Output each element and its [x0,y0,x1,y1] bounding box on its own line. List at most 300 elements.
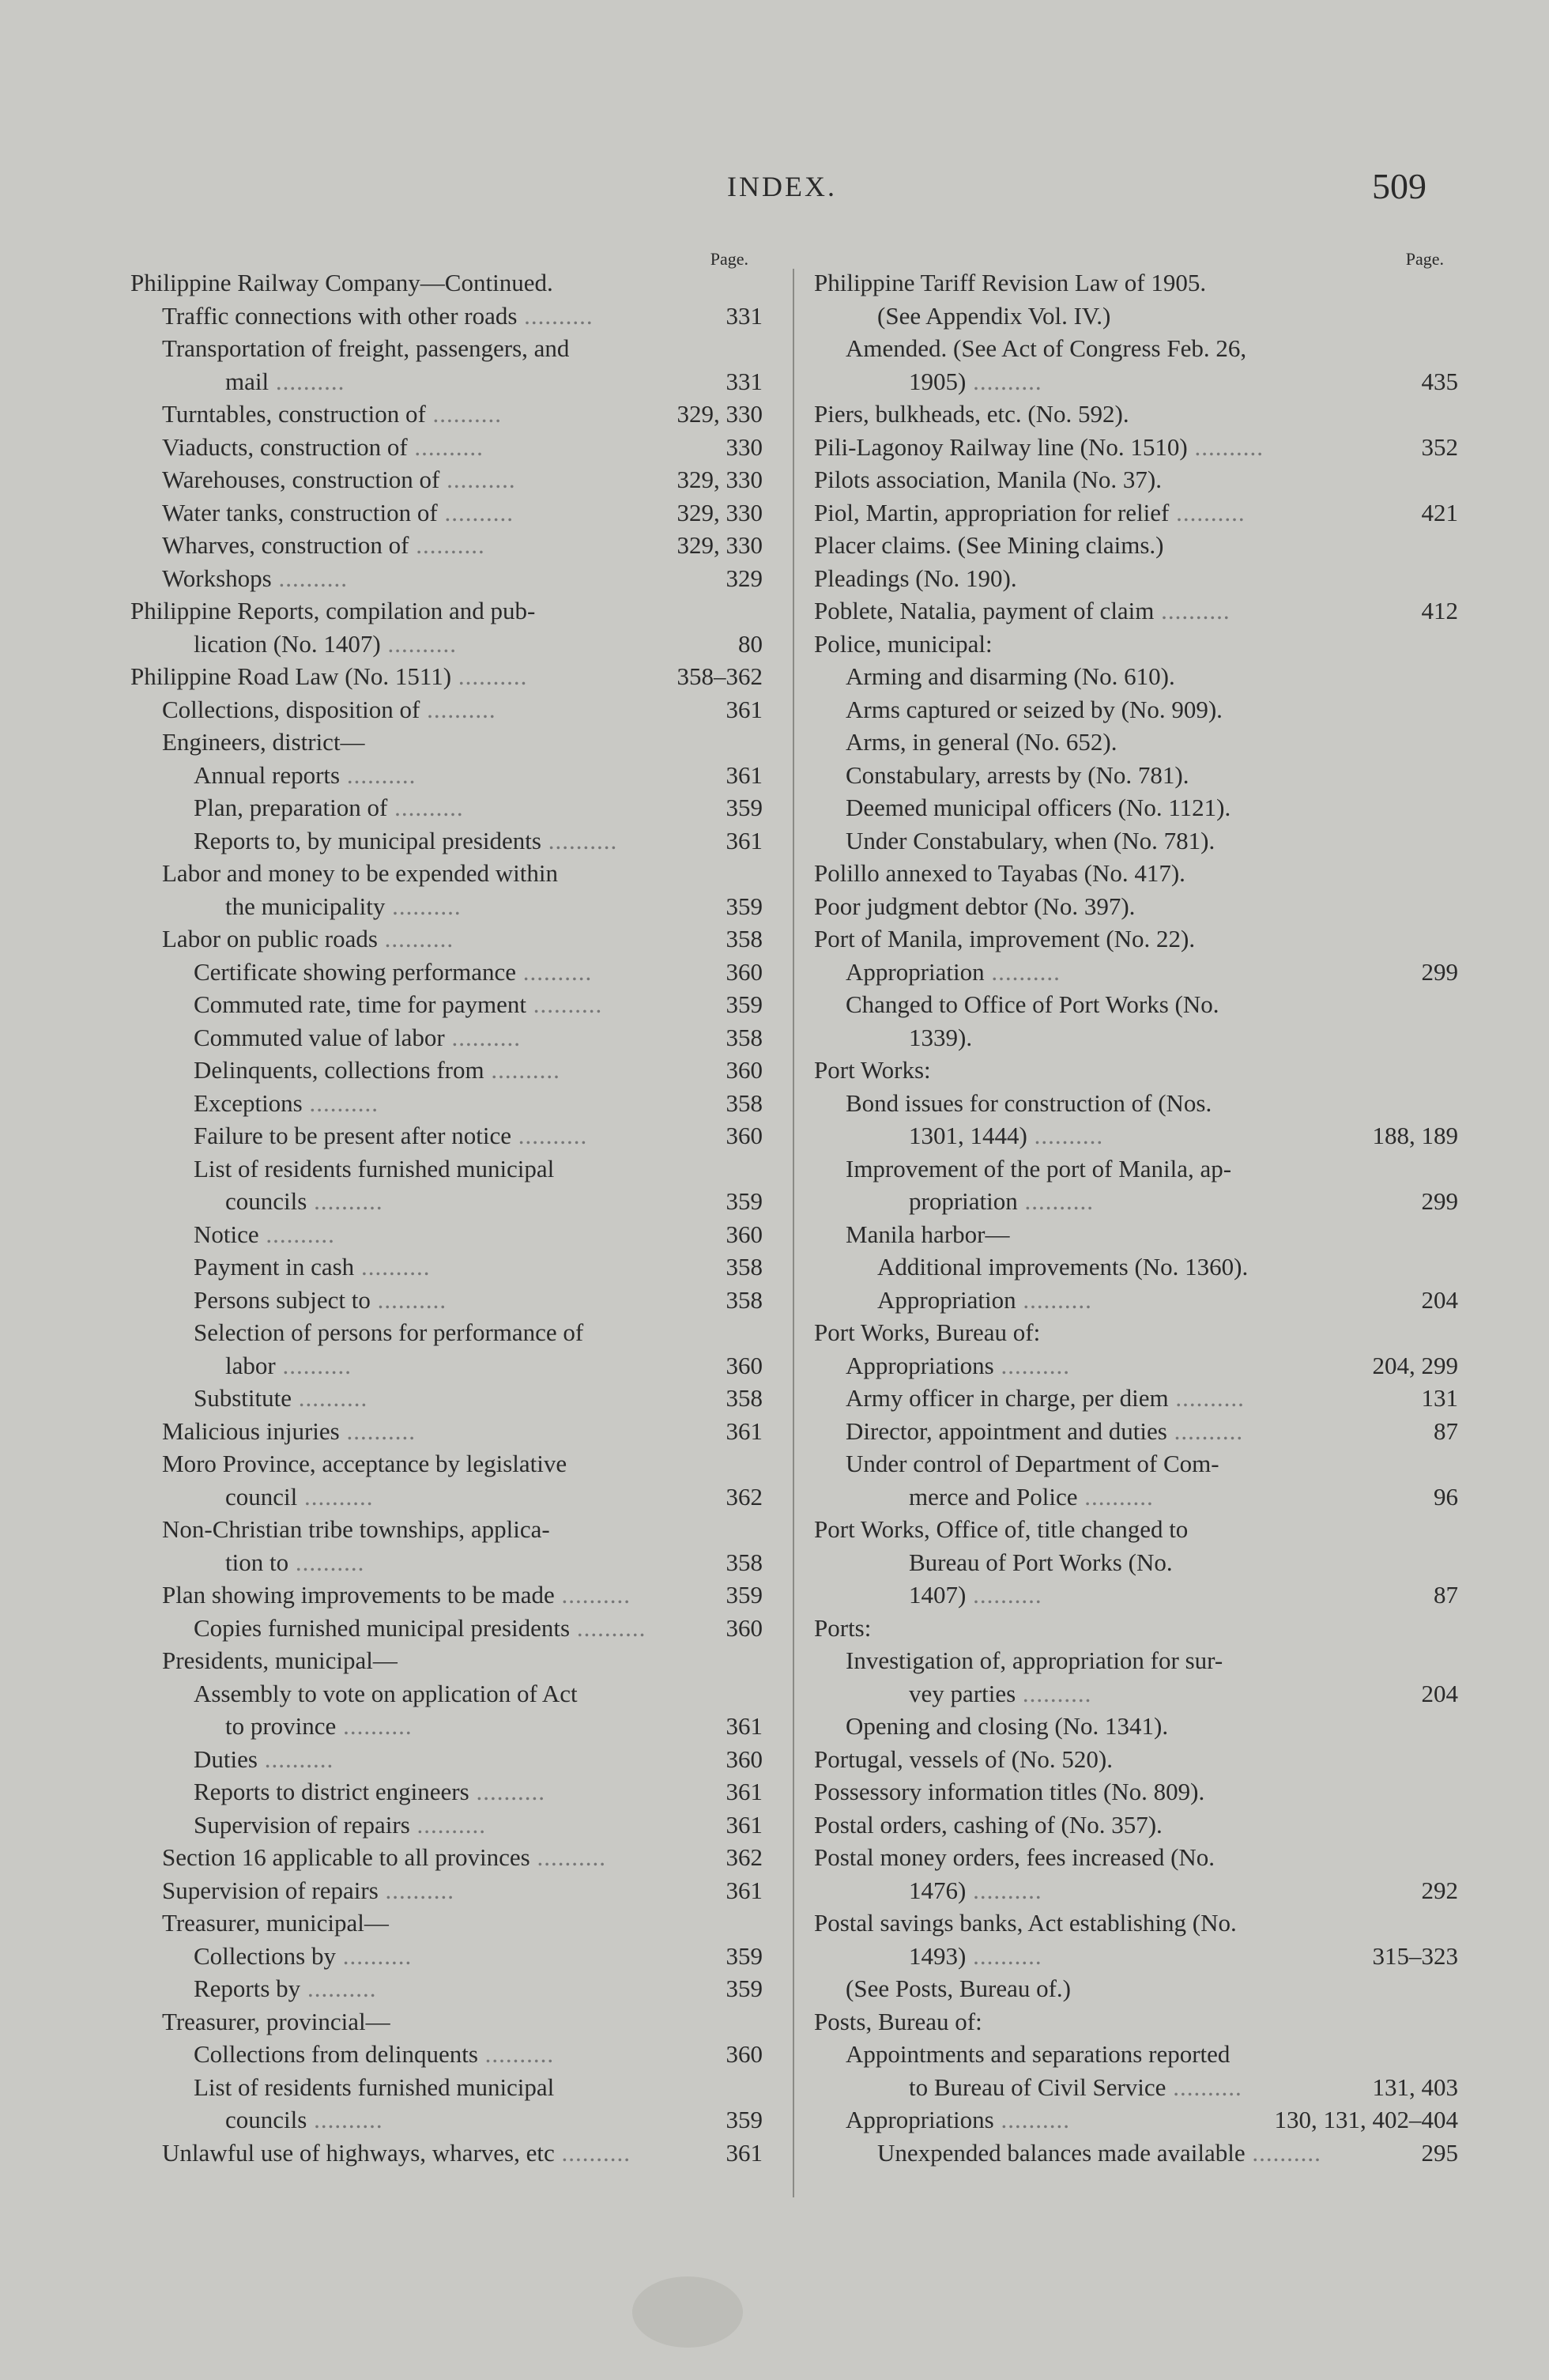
entry-text: Portugal, vessels of (No. 520). [814,1744,1113,1773]
entry-page-ref: 361 [726,695,763,723]
index-entry [814,693,1458,726]
leader-dots: .......... [336,1712,413,1740]
leader-dots: .......... [300,1975,377,2002]
index-entry [814,594,1458,628]
entry-text: Commuted value of labor [194,1023,445,1051]
index-entry [130,1447,763,1480]
entry-page-ref: 131, 403 [1372,2073,1458,2101]
entry-text: Police, municipal: [814,629,993,658]
index-entry [130,1907,763,1940]
leader-dots: .......... [570,1613,646,1642]
index-entry [130,398,763,431]
entry-page-ref: 360 [726,2040,763,2068]
entry-page-ref: 358 [726,925,763,952]
entry-text: labor [225,1351,276,1379]
entry-text: Water tanks, construction of [162,498,438,526]
leader-dots: .......... [1027,1122,1104,1149]
leader-dots: .......... [340,760,416,789]
leader-dots: .......... [1017,1187,1094,1215]
index-entry [130,1119,763,1152]
leader-dots: .......... [451,662,528,690]
entry-text: Philippine Reports, compilation and pub- [130,597,536,624]
entry-text: Reports to, by municipal presidents [194,826,541,854]
index-entry [130,594,763,628]
leader-dots: .......... [1016,1679,1092,1707]
index-entry [130,956,763,989]
entry-text: Philippine Road Law (No. 1511) [130,662,452,690]
leader-dots: .......... [1169,498,1246,526]
index-entry [814,1218,1458,1251]
entry-text: councils [225,2106,307,2133]
entry-page-ref: 352 [1421,432,1458,461]
index-entry [814,266,1458,300]
index-entry [814,890,1458,923]
index-entry [130,1972,763,2005]
leader-dots: .......... [484,1056,560,1084]
index-entry [814,2005,1458,2039]
entry-text: Exceptions [194,1088,303,1117]
entry-text: Arms, in general (No. 652). [846,728,1117,756]
index-entry [814,1907,1458,1940]
entry-text: Engineers, district— [162,728,365,756]
leader-dots: .......... [554,1581,631,1609]
leader-dots: .......... [292,1384,368,1412]
entry-text: Collections, disposition of [162,695,420,723]
index-entry [814,300,1458,333]
index-entry [814,1578,1458,1612]
leader-dots: .......... [387,794,464,821]
entry-text: Arms captured or seized by (No. 909). [846,695,1223,723]
entry-text: Supervision of repairs [162,1876,379,1904]
entry-text: Poor judgment debtor (No. 397). [814,892,1136,920]
index-entry [814,824,1458,858]
entry-text: Persons subject to [194,1285,371,1314]
index-entry [814,988,1458,1021]
leader-dots: .......... [271,564,348,592]
entry-page-ref: 204, 299 [1372,1351,1458,1379]
entry-text: Wharves, construction of [162,531,409,559]
entry-page-ref: 360 [726,1122,763,1149]
index-entry [814,1972,1458,2005]
entry-page-ref: 435 [1421,367,1458,395]
entry-page-ref: 358 [726,1548,763,1576]
entry-text: Pilots association, Manila (No. 37). [814,466,1162,493]
index-entry [130,1382,763,1415]
entry-text: Section 16 applicable to all provinces [162,1843,530,1871]
entry-text: Substitute [194,1384,292,1412]
entry-text: Appropriation [846,957,985,986]
entry-text: Workshops [162,564,272,592]
entry-page-ref: 359 [726,1581,763,1609]
entry-page-ref: 358–362 [677,662,763,690]
entry-text: Treasurer, municipal— [162,1909,389,1937]
entry-text: Opening and closing (No. 1341). [846,1712,1169,1740]
entry-text: Improvement of the port of Manila, ap- [846,1154,1232,1182]
entry-text: Under Constabulary, when (No. 781). [846,826,1215,854]
page-number: 509 [1372,166,1427,206]
entry-text: Possessory information titles (No. 809). [814,1778,1205,1805]
entry-text: Turntables, construction of [162,400,426,428]
index-entry [814,1415,1458,1448]
entry-text: Copies furnished municipal presidents [194,1613,571,1642]
entry-page-ref: 361 [726,2138,763,2167]
index-entry [130,1250,763,1284]
entry-page-ref: 331 [726,367,763,395]
index-entry [130,824,763,858]
index-entry [130,1578,763,1612]
entry-page-ref: 130, 131, 402–404 [1274,2106,1458,2133]
entry-text: Traffic connections with other roads [162,301,518,330]
leader-dots: .......... [370,1285,447,1314]
index-entry [130,890,763,923]
entry-text: Pili-Lagonoy Railway line (No. 1510) [814,432,1188,461]
entry-page-ref: 361 [726,760,763,789]
entry-page-ref: 361 [726,1712,763,1740]
index-entry [814,1185,1458,1218]
leader-dots: .......... [385,892,462,920]
entry-text: Deemed municipal officers (No. 1121). [846,794,1231,821]
entry-page-ref: 361 [726,1416,763,1445]
index-entry [130,1185,763,1218]
index-entry [130,1218,763,1251]
entry-text: Arming and disarming (No. 610). [846,662,1175,690]
index-entry [130,1612,763,1645]
leader-dots: .......... [1154,597,1231,624]
entry-text: council [225,1482,298,1511]
leader-dots: .......... [511,1122,588,1149]
leader-dots: .......... [1166,1416,1244,1445]
entry-text: Warehouses, construction of [162,466,440,493]
entry-text: Viaducts, construction of [162,432,408,461]
index-entry [814,1743,1458,1776]
index-entry [130,1546,763,1579]
entry-text: (See Appendix Vol. IV.) [877,301,1111,330]
entry-page-ref: 292 [1421,1876,1458,1904]
entry-page-ref: 329 [726,564,763,592]
entry-text: Commuted rate, time for payment [194,990,526,1018]
index-entry [130,726,763,759]
index-entry [130,1677,763,1711]
entry-text: Under control of Department of Com- [846,1450,1219,1477]
index-entry [130,1480,763,1514]
entry-text: Transportation of freight, passengers, and [162,334,570,362]
entry-page-ref: 360 [726,1351,763,1379]
entry-text: Treasurer, provincial— [162,2007,390,2035]
leader-dots: .......... [554,2138,631,2167]
entry-page-ref: 359 [726,990,763,1018]
running-title: INDEX. [727,171,837,202]
index-entry [130,562,763,595]
index-entry [130,922,763,956]
index-entry [130,988,763,1021]
index-entry [130,1710,763,1743]
entry-text: to Bureau of Civil Service [909,2073,1166,2101]
entry-text: Unlawful use of highways, wharves, etc [162,2138,555,2167]
leader-dots: .......... [966,1876,1042,1904]
entry-page-ref: 358 [726,1285,763,1314]
index-entry [814,1447,1458,1480]
index-entry [130,857,763,890]
entry-text: Ports: [814,1613,872,1642]
entry-text: Postal savings banks, Act establishing (No. [814,1909,1237,1937]
index-entry [814,1809,1458,1842]
entry-text: 1493) [909,1941,967,1970]
leader-dots: .......... [258,1220,335,1248]
leader-dots: .......... [377,925,454,952]
index-entry [130,1316,763,1349]
leader-dots: .......... [380,629,458,658]
entry-page-ref: 361 [726,1810,763,1839]
entry-text: Delinquents, collections from [194,1056,484,1084]
leader-dots: .......... [1166,2073,1242,2101]
entry-page-ref: 412 [1421,597,1458,624]
entry-page-ref: 359 [726,1941,763,1970]
entry-page-ref: 359 [726,2106,763,2133]
entry-page-ref: 329, 330 [677,400,763,428]
entry-text: Plan, preparation of [194,794,388,821]
entry-text: Bond issues for construction of (Nos. [846,1088,1212,1117]
index-entry [814,2137,1458,2170]
entry-text: Poblete, Natalia, payment of claim [814,597,1155,624]
entry-text: List of residents furnished municipal [194,2073,555,2101]
entry-text: Non-Christian tribe townships, applica- [162,1515,550,1543]
entry-text: to province [225,1712,337,1740]
entry-text: Appropriations [846,1351,994,1379]
leader-dots: .......... [993,2106,1070,2133]
index-entry [814,956,1458,989]
leader-dots: .......... [1187,432,1264,461]
entry-text: Presidents, municipal— [162,1646,398,1674]
leader-dots: .......... [335,1941,413,1970]
entry-text: Malicious injuries [162,1416,340,1445]
leader-dots: .......... [1077,1482,1154,1511]
index-entry [814,1021,1458,1054]
entry-page-ref: 204 [1421,1285,1458,1314]
leader-dots: .......... [1016,1285,1092,1314]
entry-page-ref: 87 [1434,1581,1458,1609]
index-entry [814,1612,1458,1645]
entry-page-ref: 358 [726,1384,763,1412]
entry-text: Collections from delinquents [194,2040,478,2068]
leader-dots: .......... [275,1351,352,1379]
leader-dots: .......... [437,498,514,526]
index-entry [130,1152,763,1186]
index-entry [814,922,1458,956]
index-entry [814,791,1458,824]
index-entry [130,1644,763,1677]
leader-dots: .......... [288,1548,365,1576]
index-entry [130,365,763,398]
entry-text: Port Works, Bureau of: [814,1318,1041,1346]
entry-text: Additional improvements (No. 1360). [877,1253,1249,1281]
index-entry [130,660,763,693]
index-entry [130,496,763,530]
index-entry [130,628,763,661]
index-entry [814,2103,1458,2137]
leader-dots: .......... [516,957,593,986]
left-column [130,249,763,2169]
entry-page-ref: 360 [726,1744,763,1773]
entry-page-ref: 361 [726,1876,763,1904]
index-entry [814,496,1458,530]
entry-page-ref: 315–323 [1372,1941,1458,1970]
entry-text: Army officer in charge, per diem [846,1384,1169,1412]
entry-text: 1339). [909,1023,973,1051]
page-header [0,166,1549,217]
entry-page-ref: 188, 189 [1372,1122,1458,1149]
index-entry [130,1349,763,1382]
entry-text: Duties [194,1744,258,1773]
entry-page-ref: 358 [726,1023,763,1051]
entry-page-ref: 329, 330 [677,498,763,526]
index-entry [130,1841,763,1874]
entry-page-ref: 295 [1421,2138,1458,2167]
entry-text: Labor on public roads [162,925,378,952]
entry-page-ref: 359 [726,892,763,920]
index-entry [814,529,1458,562]
index-entry [130,463,763,496]
left-entry-list [130,266,763,2169]
entry-text: Moro Province, acceptance by legislative [162,1450,567,1477]
index-entry [130,1021,763,1054]
entry-text: Reports by [194,1975,301,2002]
leader-dots: .......... [469,1778,545,1805]
entry-page-ref: 361 [726,826,763,854]
entry-page-ref: 359 [726,1187,763,1215]
leader-dots: .......... [444,1023,521,1051]
leader-dots: .......... [541,826,618,854]
leader-dots: .......... [307,1187,383,1215]
entry-text: Certificate showing performance [194,957,516,986]
entry-page-ref: 360 [726,1220,763,1248]
index-entry [814,1382,1458,1415]
entry-page-ref: 204 [1421,1679,1458,1707]
index-entry [130,1775,763,1809]
leader-dots: .......... [257,1744,334,1773]
leader-dots: .......... [477,2040,555,2068]
entry-text: 1476) [909,1876,967,1904]
leader-dots: .......... [297,1482,374,1511]
index-entry [814,1644,1458,1677]
leader-dots: .......... [302,1088,379,1117]
index-entry [814,1284,1458,1317]
entry-text: Labor and money to be expended within [162,859,559,887]
entry-text: mail [225,367,269,395]
index-entry [814,1775,1458,1809]
entry-page-ref: 329, 330 [677,466,763,493]
entry-text: Notice [194,1220,259,1248]
entry-text: Philippine Railway Company—Continued. [130,269,553,296]
index-entry [130,1087,763,1120]
entry-text: Manila harbor— [846,1220,1010,1248]
entry-text: Postal money orders, fees increased (No. [814,1843,1215,1871]
index-entry [814,628,1458,661]
index-entry [814,1250,1458,1284]
entry-text: Placer claims. (See Mining claims.) [814,531,1164,559]
entry-text: Postal orders, cashing of (No. 357). [814,1810,1163,1839]
index-entry [814,1087,1458,1120]
entry-page-ref: 331 [726,301,763,330]
entry-text: Appointments and separations reported [846,2040,1231,2068]
entry-text: Assembly to vote on application of Act [194,1679,578,1707]
entry-text: Payment in cash [194,1253,355,1281]
entry-text: Annual reports [194,760,341,789]
leader-dots: .......... [1168,1384,1245,1412]
leader-dots: .......... [420,695,496,723]
index-entry [814,1677,1458,1711]
index-entry [814,1710,1458,1743]
entry-page-ref: 361 [726,1778,763,1805]
index-entry [130,332,763,365]
entry-text: 1301, 1444) [909,1122,1027,1149]
index-entry [130,791,763,824]
entry-text: Plan showing improvements to be made [162,1581,555,1609]
leader-dots: .......... [530,1843,606,1871]
index-entry [814,1119,1458,1152]
entry-text: Amended. (See Act of Congress Feb. 26, [846,334,1247,362]
entry-text: Polillo annexed to Tayabas (No. 417). [814,859,1185,887]
index-entry [814,2038,1458,2071]
index-entry [130,266,763,300]
index-entry [814,398,1458,431]
entry-page-ref: 358 [726,1088,763,1117]
entry-text: Supervision of repairs [194,1810,410,1839]
entry-page-ref: 360 [726,1613,763,1642]
entry-page-ref: 87 [1434,1416,1458,1445]
leader-dots: .......... [526,990,603,1018]
entry-text: lication (No. 1407) [194,629,381,658]
entry-text: propriation [909,1187,1018,1215]
index-entry [814,1940,1458,1973]
index-entry [130,693,763,726]
index-entry [130,300,763,333]
entry-text: Appropriation [877,1285,1016,1314]
index-entry [130,1743,763,1776]
index-entry [130,431,763,464]
index-entry [814,1480,1458,1514]
index-entry [814,857,1458,890]
entry-text: Piol, Martin, appropriation for relief [814,498,1170,526]
index-entry [130,1940,763,1973]
leader-dots: .......... [354,1253,431,1281]
entry-text: councils [225,1187,307,1215]
leader-dots: .......... [269,367,345,395]
entry-text: vey parties [909,1679,1016,1707]
leader-dots: .......... [409,1810,487,1839]
leader-dots: .......... [984,957,1061,986]
index-entry [814,1546,1458,1579]
index-entry [814,1316,1458,1349]
entry-text: 1407) [909,1581,967,1609]
entry-page-ref: 421 [1421,498,1458,526]
entry-page-ref: 362 [726,1843,763,1871]
index-entry [814,1874,1458,1907]
index-entry [814,332,1458,365]
entry-page-ref: 359 [726,1975,763,2002]
index-entry [814,365,1458,398]
entry-text: Appropriations [846,2106,994,2133]
index-entry [130,2071,763,2104]
entry-text: Port Works, Office of, title changed to [814,1515,1189,1543]
entry-text: (See Posts, Bureau of.) [846,1975,1071,2002]
entry-text: the municipality [225,892,386,920]
index-entry [814,1349,1458,1382]
entry-page-ref: 358 [726,1253,763,1281]
entry-page-ref: 360 [726,957,763,986]
index-entry [130,1415,763,1448]
page-column-label: Page. [710,249,748,269]
entry-text: Selection of persons for performance of [194,1318,584,1346]
